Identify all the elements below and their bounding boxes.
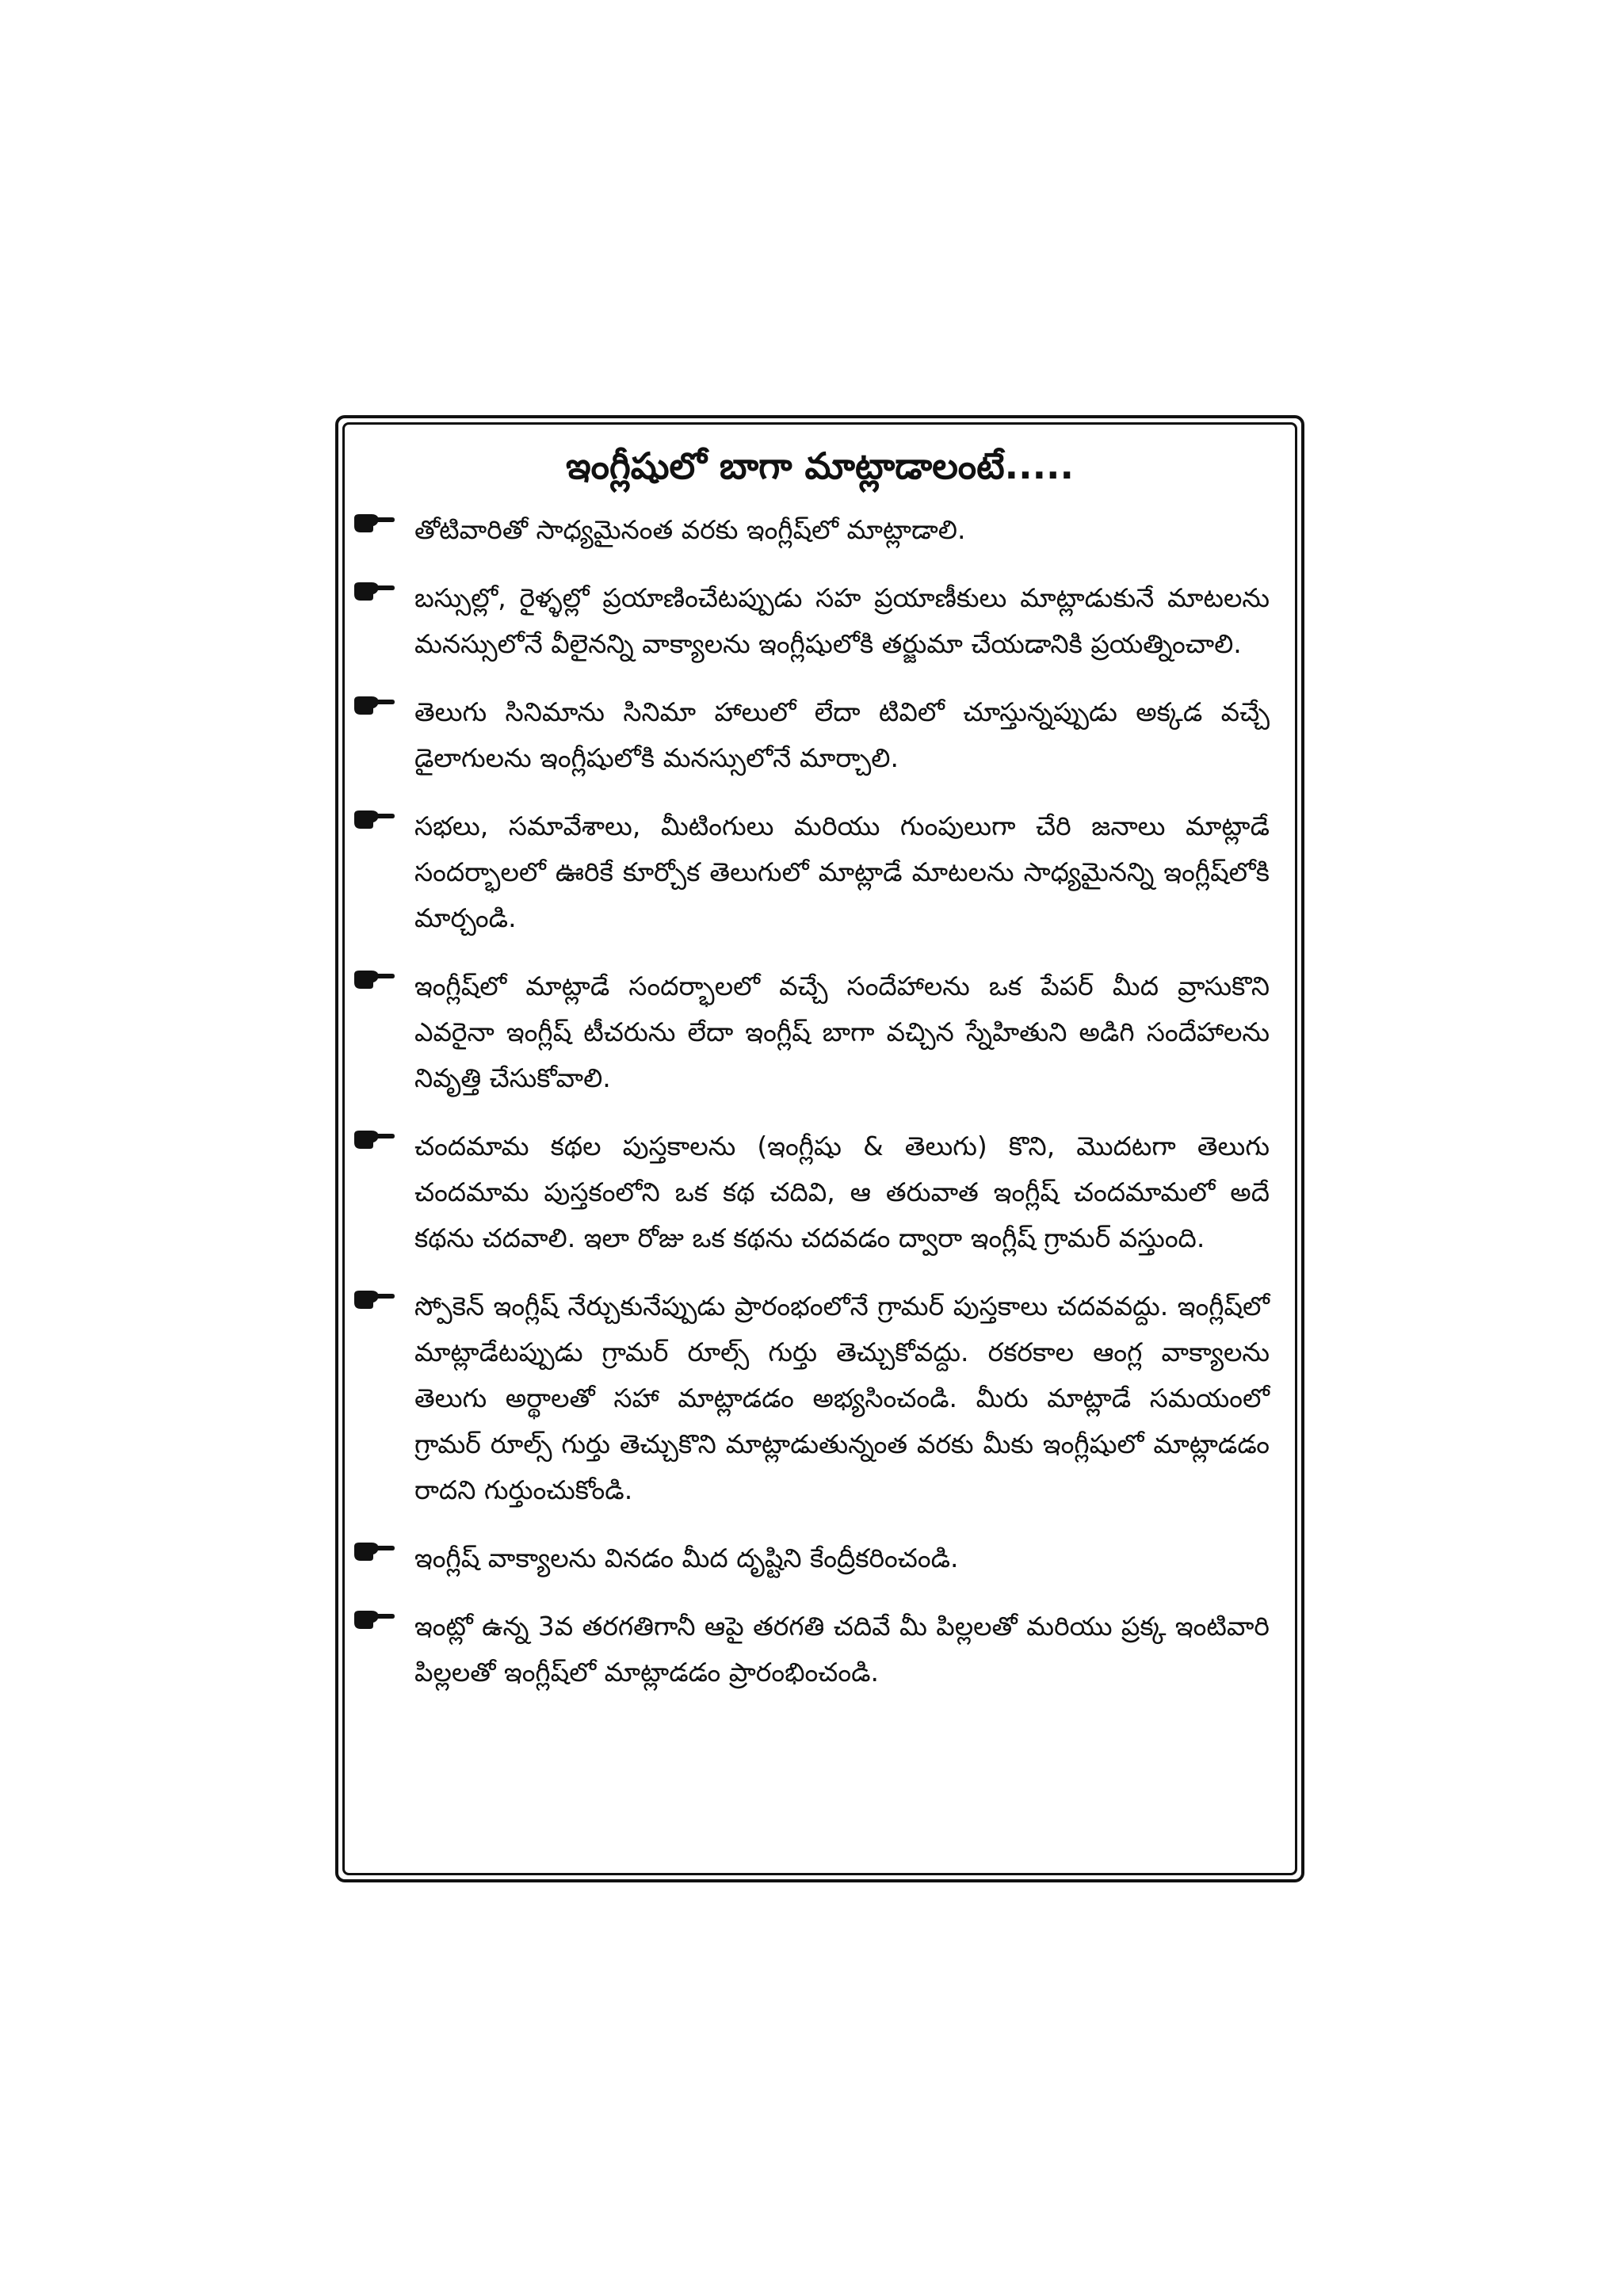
list-item <box>353 507 1284 553</box>
pointing-hand-icon <box>353 689 402 735</box>
list-item <box>353 803 1284 941</box>
pointing-hand-icon <box>353 1123 402 1169</box>
list-item <box>353 1283 1284 1513</box>
tips-list <box>353 507 1284 1718</box>
list-item-text: ఇంగ్లీష్ వాక్యాలను వినడం మీద దృష్టిని కేంద్రీకరించండి. <box>414 1543 959 1573</box>
list-item-text: స్పోకెన్ ఇంగ్లీష్ నేర్చుకునేప్పుడు ప్రారంభంలోనే గ్రామర్ పుస్తకాలు చదవవద్దు. ఇంగ్లీష్‌లో మాట్లాడేటప్పుడు గ్రామర్ రూల్స్ గుర్తు తెచ్చుకోవద్దు. రకరకాల ఆంగ్ల వాక్యాలను తెలుగు అర్థాలతో సహా మాట్లాడడం అభ్యసించండి. మీరు మాట్లాడే సమయంలో గ్రామర్ రూల్స్ గుర్తు తెచ్చుకొని మాట్లాడుతున్నంత వరకు మీకు ఇంగ్లీషులో మాట్లాడడం రాదని గుర్తుంచుకోండి. <box>414 1291 1270 1505</box>
pointing-hand-icon <box>353 1604 402 1650</box>
list-item-text: చందమామ కథల పుస్తకాలను (ఇంగ్లీషు & తెలుగు) కొని, మొదటగా తెలుగు చందమామ పుస్తకంలోని ఒక కథ చదివి, ఆ తరువాత ఇంగ్లీష్ చందమామలో అదే కథను చదవాలి. ఇలా రోజు ఒక కథను చదవడం ద్వారా ఇంగ్లీష్ గ్రామర్ వస్తుంది. <box>414 1131 1270 1253</box>
pointing-hand-icon <box>353 803 402 849</box>
pointing-hand-icon <box>353 1283 402 1329</box>
list-item-text: ఇంగ్లీష్‌లో మాట్లాడే సందర్భాలలో వచ్చే సందేహాలను ఒక పేపర్ మీద వ్రాసుకొని ఎవరైనా ఇంగ్లీష్ టీచరును లేదా ఇంగ్లీష్ బాగా వచ్చిన స్నేహితుని అడిగి సందేహాలను నివృత్తి చేసుకోవాలి. <box>414 971 1270 1093</box>
list-item <box>353 1604 1284 1695</box>
list-item <box>353 575 1284 667</box>
pointing-hand-icon <box>353 1535 402 1581</box>
pointing-hand-icon <box>353 507 402 553</box>
list-item-text: బస్సుల్లో, రైళ్ళల్లో ప్రయాణించేటప్పుడు సహ ప్రయాణీకులు మాట్లాడుకునే మాటలను మనస్సులోనే వీలైనన్ని వాక్యాలను ఇంగ్లీషులోకి తర్జుమా చేయడానికి ప్రయత్నించాలి. <box>414 582 1270 659</box>
list-item-text: తోటివారితో సాధ్యమైనంత వరకు ఇంగ్లీష్‌లో మాట్లాడాలి. <box>414 514 966 545</box>
list-item <box>353 1123 1284 1261</box>
list-item <box>353 689 1284 781</box>
list-item <box>353 1535 1284 1581</box>
list-item-text: ఇంట్లో ఉన్న 3వ తరగతిగానీ ఆపై తరగతి చదివే మీ పిల్లలతో మరియు ప్రక్క ఇంటివారి పిల్లలతో ఇంగ్లీష్‌లో మాట్లాడడం ప్రారంభించండి. <box>414 1611 1270 1688</box>
pointing-hand-icon <box>353 575 402 621</box>
list-item-text: సభలు, సమావేశాలు, మీటింగులు మరియు గుంపులుగా చేరి జనాలు మాట్లాడే సందర్భాలలో ఊరికే కూర్చోక తెలుగులో మాట్లాడే మాటలను సాధ్యమైనన్ని ఇంగ్లీష్‌లోకి మార్చండి. <box>414 810 1270 933</box>
list-item <box>353 963 1284 1101</box>
page-title: ఇంగ్లీషులో బాగా మాట్లాడాలంటే..... <box>565 444 1075 487</box>
list-item-text: తెలుగు సినిమాను సినిమా హాలులో లేదా టివిలో చూస్తున్నప్పుడు అక్కడ వచ్చే డైలాగులను ఇంగ్లీషులోకి మనస్సులోనే మార్చాలి. <box>414 696 1270 773</box>
pointing-hand-icon <box>353 963 402 1009</box>
